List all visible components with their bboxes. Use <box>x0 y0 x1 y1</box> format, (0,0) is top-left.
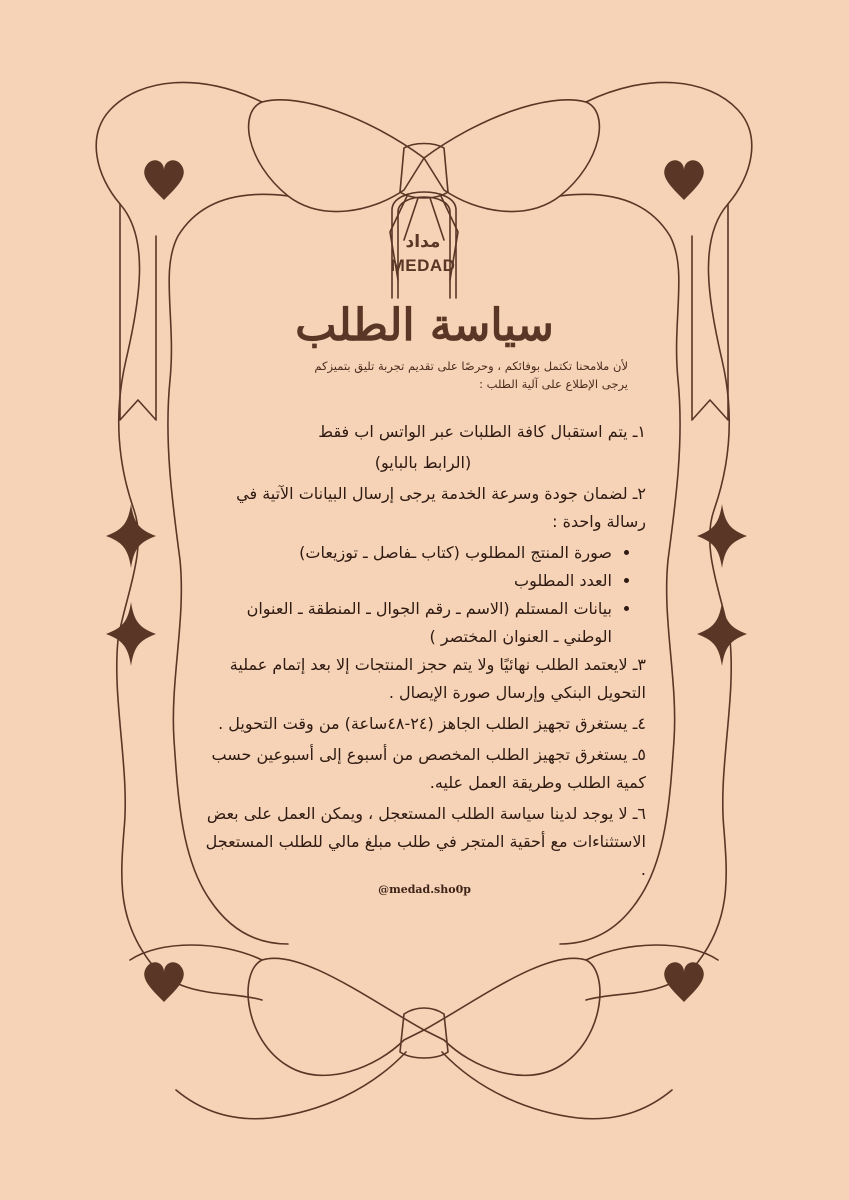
bullet-item: • صورة المنتج المطلوب (كتاب ـفاصل ـ توزيعات) <box>200 539 612 567</box>
sparkle-icon-right-2 <box>697 602 747 666</box>
bottom-bow-knot <box>400 1008 448 1058</box>
logo-arabic: مداد <box>405 232 441 252</box>
policy-item-3: ٣ـ لايعتمد الطلب نهائيًا ولا يتم حجز المنتجات إلا بعد إتمام عملية التحويل البنكي وإرسال صورة الإيصال . <box>229 655 646 702</box>
sparkle-icon-right-1 <box>697 504 747 568</box>
policy-item-1-note: (الرابط بالبايو) <box>374 453 472 472</box>
logo-latin: MEDAD <box>390 256 456 275</box>
heart-icon-top-left <box>144 160 184 200</box>
sparkle-icon-left-2 <box>106 602 156 666</box>
social-handle: @medad.sho0p <box>378 883 471 896</box>
intro-line-2: يرجى الإطلاع على آلية الطلب : <box>479 377 628 391</box>
heart-icon-bottom-left <box>144 962 184 1002</box>
brand-logo <box>388 186 458 298</box>
sparkle-icon-left-1 <box>106 504 156 568</box>
policy-list <box>200 418 646 887</box>
left-ribbon-end <box>120 204 156 420</box>
policy-item-4: ٤ـ يستغرق تجهيز الطلب الجاهز (٢٤-٤٨ساعة) من وقت التحويل . <box>218 714 646 733</box>
heart-icon-bottom-right <box>664 962 704 1002</box>
bullet-item: • بيانات المستلم (الاسم ـ رقم الجوال ـ المنطقة ـ العنوان الوطني ـ العنوان المختصر ) <box>200 595 612 651</box>
heart-icon-top-right <box>664 160 704 200</box>
intro-text <box>230 357 628 393</box>
policy-item-2: ٢ـ لضمان جودة وسرعة الخدمة يرجى إرسال البيانات الآتية في رسالة واحدة : <box>236 484 646 531</box>
policy-item-1: ١ـ يتم استقبال كافة الطلبات عبر الواتس اب فقط <box>318 422 646 441</box>
page-title: سياسة الطلب <box>295 300 554 351</box>
right-ribbon-end <box>692 204 728 420</box>
bottom-bow-tail-right <box>442 1052 672 1119</box>
bottom-bow-left-loop <box>248 958 424 1075</box>
bottom-bow-tail-left <box>176 1052 406 1119</box>
required-data-list <box>200 539 646 651</box>
bullet-item: • العدد المطلوب <box>200 567 612 595</box>
policy-item-6: ٦ـ لا يوجد لدينا سياسة الطلب المستعجل ، ويمكن العمل على بعض الاستثناءات مع أحقية المتجر في طلب مبلغ مالي للطلب المستعجل . <box>205 804 646 879</box>
bottom-band <box>130 945 718 960</box>
bottom-bow-right-loop <box>424 958 600 1075</box>
policy-item-5: ٥ـ يستغرق تجهيز الطلب المخصص من أسبوع إلى أسبوعين حسب كمية الطلب وطريقة العمل عليه. <box>211 745 646 792</box>
intro-line-1: لأن ملامحنا تكتمل بوفائكم ، وحرصًا على تقديم تجربة تليق بتميزكم <box>314 359 628 373</box>
